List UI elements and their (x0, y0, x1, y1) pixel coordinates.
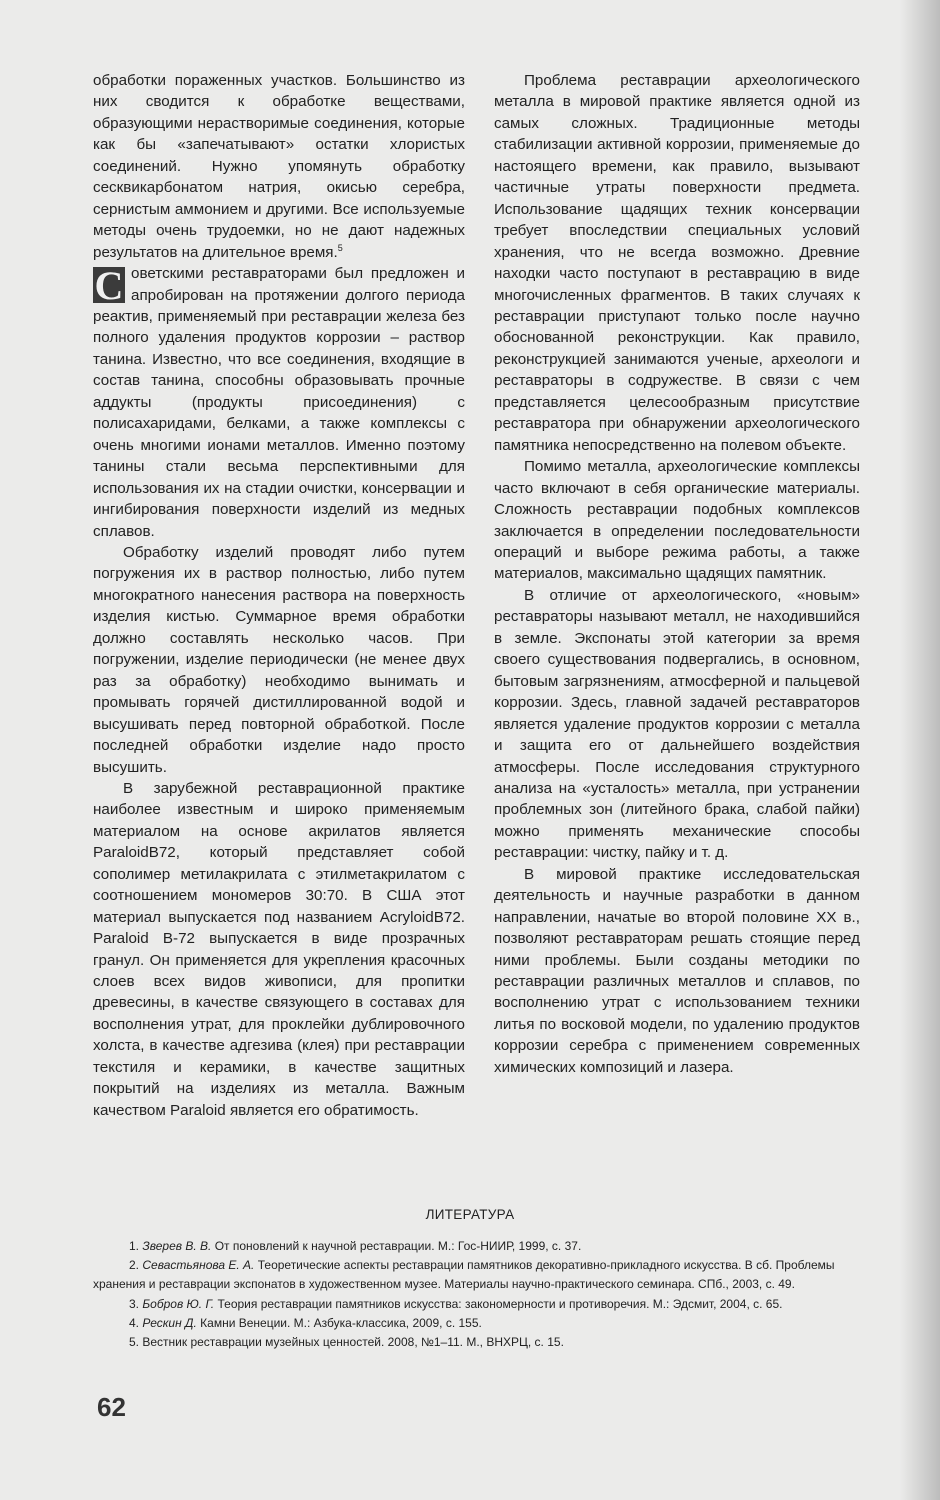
paragraph: Обработку изделий проводят либо путем погружения их в раствор полностью, либо путем многократного нанесения раствора на поверхность изделия кистью. Суммарное время обработки должно составлять несколько часов. При погружении, изделие периодически (не менее двух раз за обработку) необходимо вынимать и промывать горячей дистиллированной водой и высушивать перед повторной обработкой. После последней обработки изделие надо просто высушить. (93, 543, 465, 776)
references-heading: ЛИТЕРАТУРА (425, 1207, 515, 1222)
paragraph: обработки пораженных участков. Большинство из них сводится к обработке веществами, образующими нерастворимые соединения, которые как бы «запечатывают» остатки хлористых соединений. Нужно упомянуть обработку сесквикарбонатом натрия, окисью серебра, сернистым аммонием и другими. Все используемые методы очень трудоемки, но не дают надежных результатов на длительное время.$^5$ (93, 72, 465, 261)
drop-cap: С (94, 263, 124, 309)
paragraph: Помимо металла, археологические комплексы часто включают в себя органические материалы. Сложность реставрации подобных комплексов заключается в определении последовательности операций и выборе режима работы, а также материалов, максимально щадящих памятник. (494, 458, 860, 583)
right-text-column (494, 70, 860, 1078)
left-text-column (93, 70, 465, 1121)
reference-item: 2. Севастьянова Е. А. Теоретические аспекты реставрации памятников декоративно-прикладного искусства. В сб. Проблемы хранения и реставрации экспонатов в художественном музее. Материалы научно-практического семинара. СПб., 2003, с. 49. (93, 1258, 835, 1292)
reference-item: 3. Бобров Ю. Г. Теория реставрации памятников искусства: закономерности и противоречия. М.: Эдсмит, 2004, с. 65. (129, 1296, 783, 1311)
page-number: 62 (97, 1392, 126, 1422)
footnote-marker: 5 (337, 242, 343, 253)
paragraph: В отличие от археологического, «новым» реставраторы называют металл, не находившийся в земле. Экспонаты этой категории за время своего существования подвергались, в основном, бытовым загрязнениям, атмосферной и пальцевой коррозии. Здесь, главной задачей реставраторов является удаление продуктов коррозии с металла и защита его от дальнейшего воздействия атмосферы. После исследования структурного анализа на «усталость» металла, при устранении проблемных зон (литейного брака, слабой пайки) можно применять механические способы реставрации: чистку, пайку и т. д. (494, 586, 860, 862)
reference-item: 4. Рескин Д. Камни Венеции. М.: Азбука-классика, 2009, с. 155. (129, 1315, 482, 1330)
paragraph: В мировой практике исследовательская деятельность и научные разработки в данном направлении, начатые во второй половине XX в., позволяют реставраторам решать стоящие перед ними проблемы. Были созданы методики по реставрации различных металлов и сплавов, по восполнению утрат с использованием техники литья по восковой модели, по удалению продуктов коррозии серебра с применением современных химических композиций и лазера. (494, 865, 860, 1076)
reference-item: 1. Зверев В. В. От поновлений к научной реставрации. М.: Гос-НИИР, 1999, с. 37. (129, 1239, 582, 1253)
reference-item: 5. Вестник реставрации музейных ценностей. 2008, №1–11. М., ВНХРЦ, с. 15. (129, 1335, 564, 1350)
references-list (93, 1237, 868, 1352)
paragraph: Проблема реставрации археологического металла в мировой практике является одной из самых сложных. Традиционные методы стабилизации активной коррозии, применяемые до настоящего времени, как правило, вызывают частичные утраты поверхности предмета. Использование щадящих техник консервации требует впоследствии специальных условий хранения, что не всегда возможно. Древние находки часто поступают в реставрацию в виде многочисленных фрагментов. В таких случаях к реставрации приступают только после научно обоснованной реконструкции. Как правило, реконструкцией занимаются ученые, археологи и реставраторы в содружестве. В связи с чем представляется целесообразным присутствие реставратора при обнаружении археологического памятника непосредственно на полевом объекте. (494, 72, 860, 454)
page-edge-shadow (900, 0, 940, 1500)
paragraph: В зарубежной реставрационной практике наиболее известным и широко применяемым материалом на основе акрилатов является ParaloidB72, который представляет собой сополимер метилакрилата с этилметакрилатом с соотношением мономеров 30:70. В США этот материал выпускается под названием AcryloidB72. Paraloid B-72 выпускается в виде прозрачных гранул. Он применяется для укрепления красочных слоев всех видов живописи, для пропитки древесины, в качестве связующего в составах для восполнения утрат, для проклейки дублировочного холста, в качестве адгезива (клея) при реставрации текстиля и керамики, в качестве защитных покрытий на изделиях из металла. Важным качеством Paraloid является его обратимость. (93, 779, 465, 1119)
paragraph-with-dropcap: С оветскими реставраторами был предложен и апробирован на протяжении долгого периода реактив, применяемый при реставрации железа без полного удаления продуктов коррозии – раствор танина. Известно, что все соединения, входящие в состав танина, способны образовывать прочные аддукты (продукты присоединения) с полисахаридами, белками, а также комплексы с очень многими ионами металлов. Именно поэтому танины стали весьма перспективными для использования их на стадии очистки, консервации и ингибирования поверхности изделий из медных сплавов. (93, 263, 465, 540)
